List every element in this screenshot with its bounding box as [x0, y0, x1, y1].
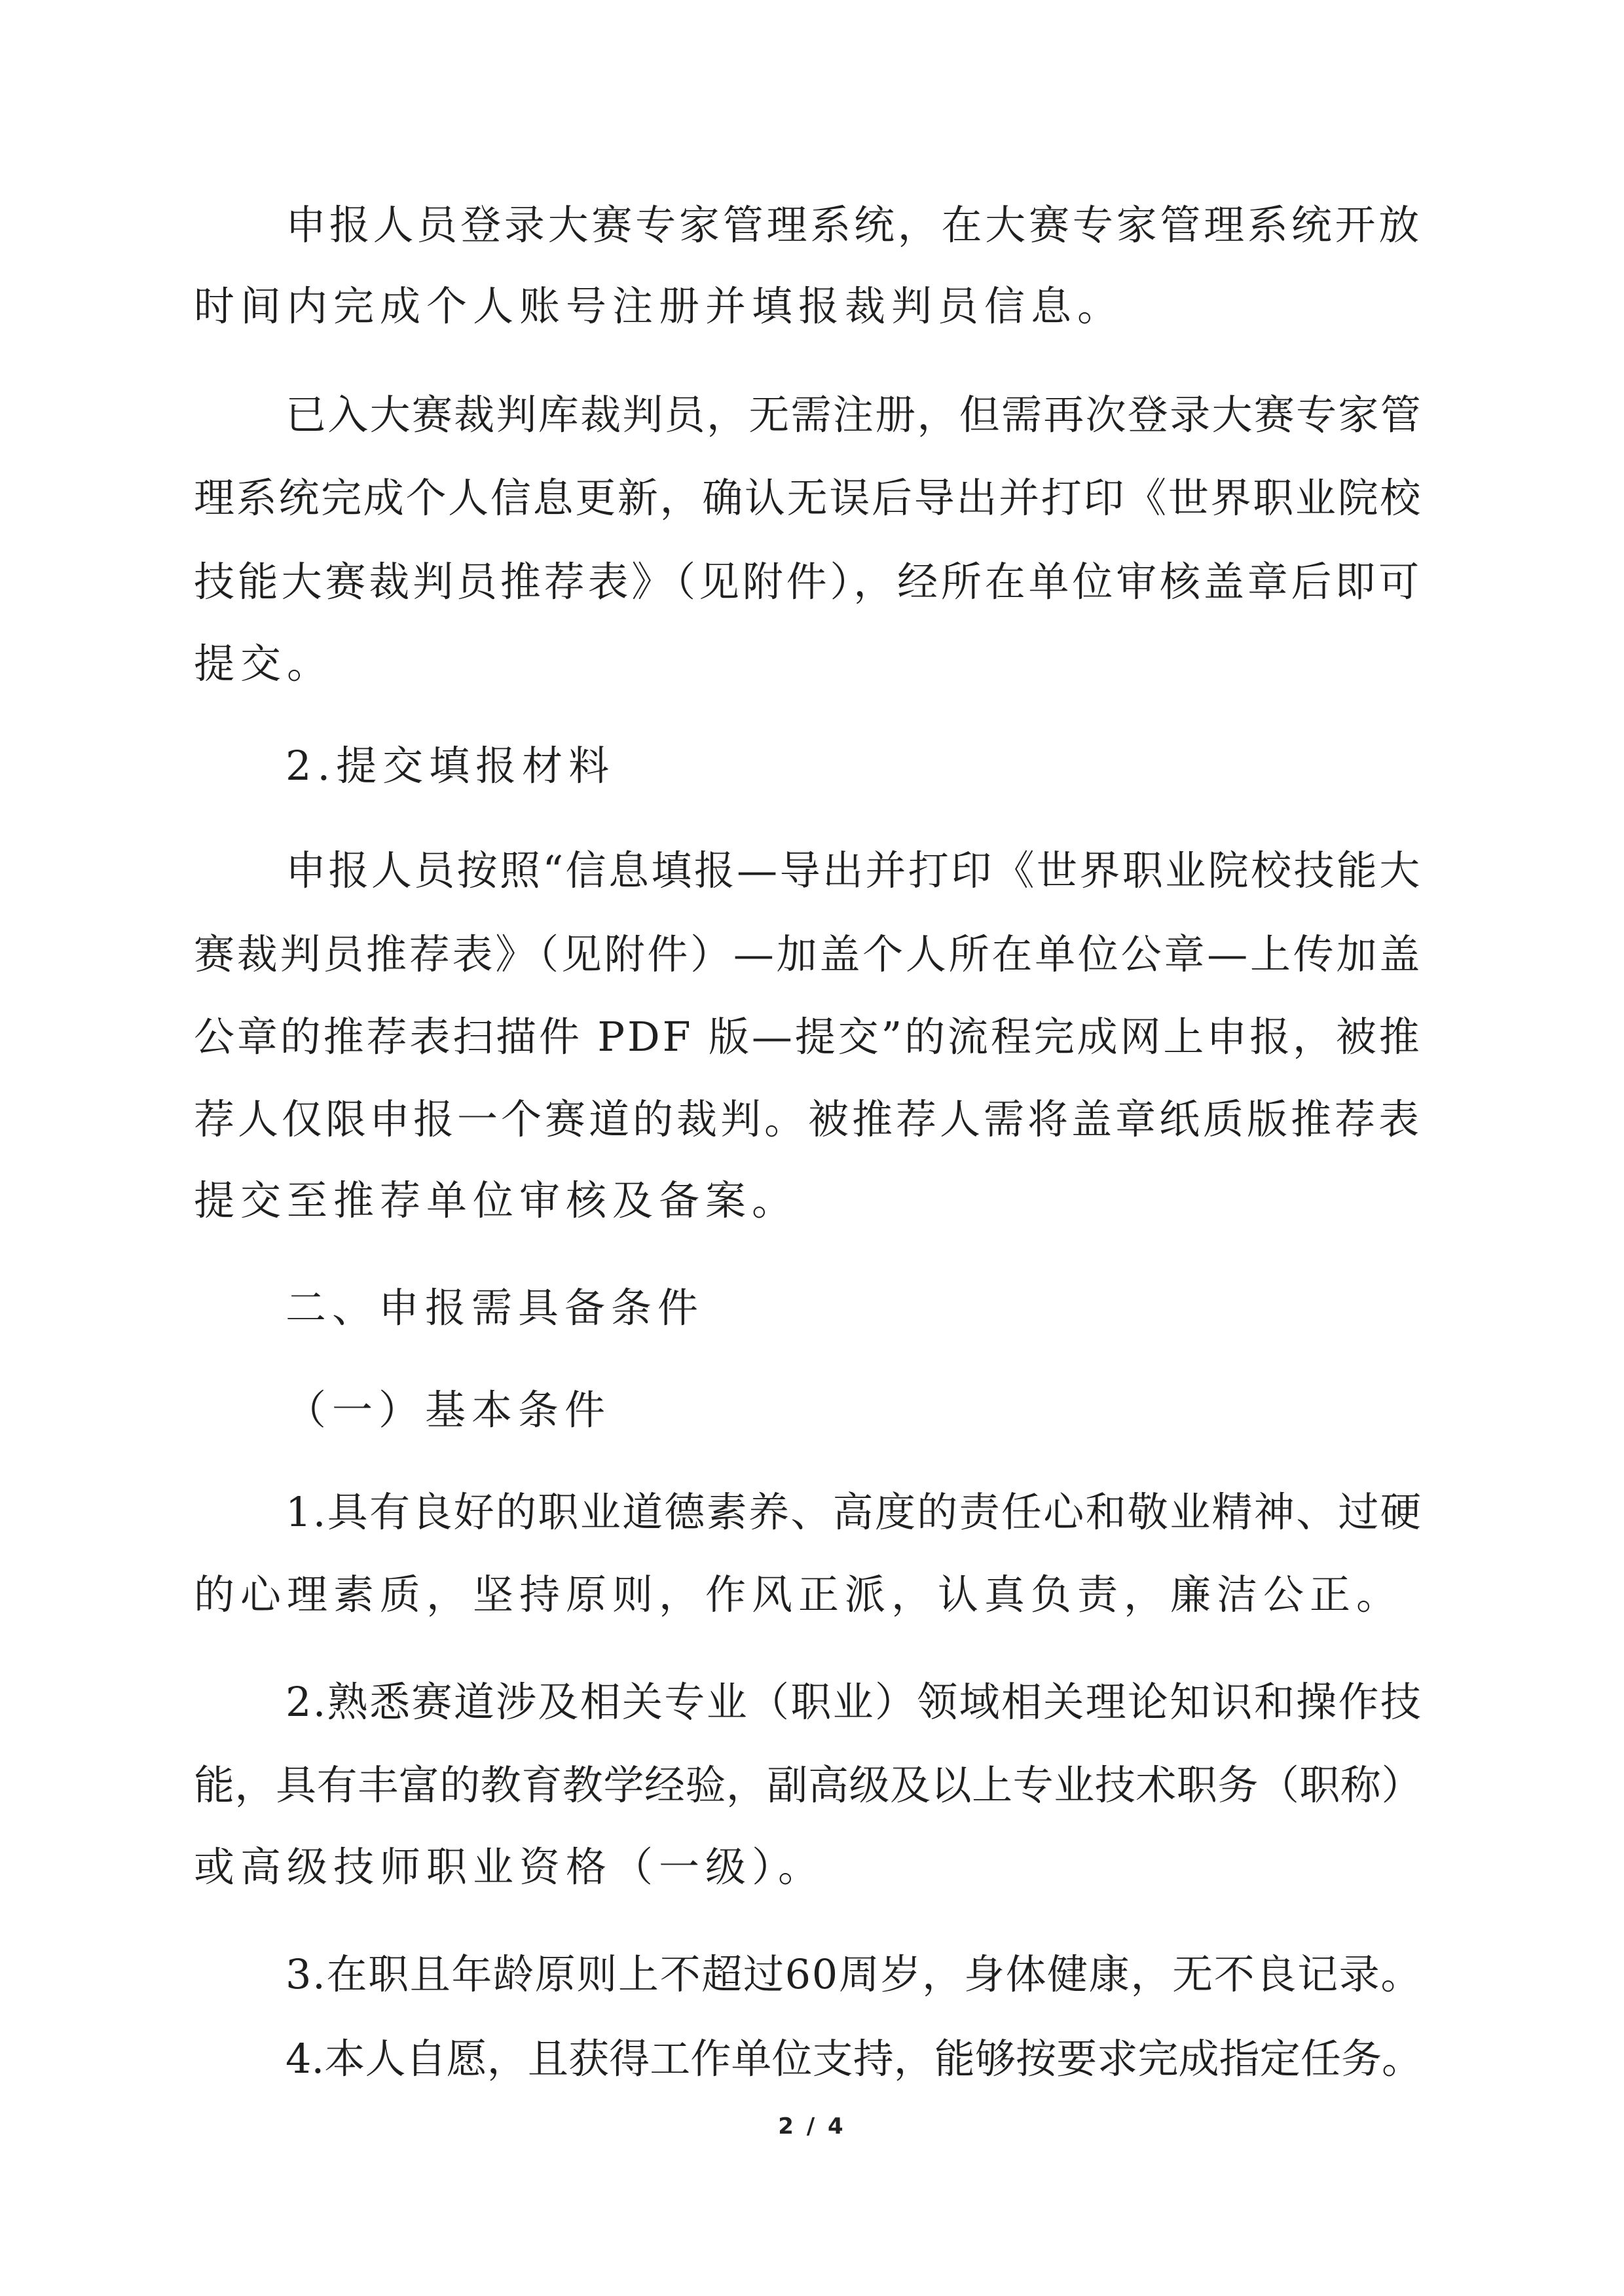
paragraph-line: 2.熟悉赛道涉及相关专业（职业）领域相关理论知识和操作技 — [286, 1678, 1423, 1726]
paragraph-line: 或高级技师职业资格（一级）。 — [194, 1843, 825, 1891]
paragraph-line: 1.具有良好的职业道德素养、高度的责任心和敬业精神、过硬 — [286, 1488, 1423, 1536]
paragraph-line: 提交至推荐单位审核及备案。 — [194, 1176, 799, 1224]
paragraph-line: 4.本人自愿，且获得工作单位支持，能够按要求完成指定任务。 — [286, 2035, 1423, 2083]
paragraph-line: 能，具有丰富的教育教学经验，副高级及以上专业技术职务（职称） — [194, 1761, 1423, 1809]
paragraph-line: 赛裁判员推荐表》（见附件）—加盖个人所在单位公章—上传加盖 — [194, 930, 1423, 978]
paragraph-line: 3.在职且年龄原则上不超过60周岁，身体健康，无不良记录。 — [286, 1950, 1423, 1998]
paragraph-line: 申报人员登录大赛专家管理系统，在大赛专家管理系统开放 — [286, 201, 1423, 249]
paragraph-line: 申报人员按照“信息填报—导出并打印《世界职业院校技能大 — [286, 847, 1422, 894]
page-number: 2 / 4 — [778, 2113, 846, 2140]
paragraph-line: 的心理素质，坚持原则，作风正派，认真负责，廉洁公正。 — [194, 1571, 1403, 1618]
subsection-heading: （一）基本条件 — [286, 1386, 612, 1434]
paragraph-line: 技能大赛裁判员推荐表》（见附件），经所在单位审核盖章后即可 — [194, 558, 1423, 606]
paragraph-line: 公章的推荐表扫描件 PDF 版—提交”的流程完成网上申报，被推 — [194, 1013, 1422, 1061]
paragraph-line: 时间内完成个人账号注册并填报裁判员信息。 — [194, 282, 1124, 330]
paragraph-line: 理系统完成个人信息更新，确认无误后导出并打印《世界职业院校 — [194, 474, 1423, 522]
paragraph-line: 提交。 — [194, 640, 334, 687]
paragraph-line: 荐人仅限申报一个赛道的裁判。被推荐人需将盖章纸质版推荐表 — [194, 1095, 1423, 1143]
paragraph-line: 已入大赛裁判库裁判员，无需注册，但需再次登录大赛专家管 — [286, 391, 1423, 439]
section-heading: 二、申报需具备条件 — [286, 1284, 705, 1332]
section-heading: 2.提交填报材料 — [286, 742, 616, 790]
